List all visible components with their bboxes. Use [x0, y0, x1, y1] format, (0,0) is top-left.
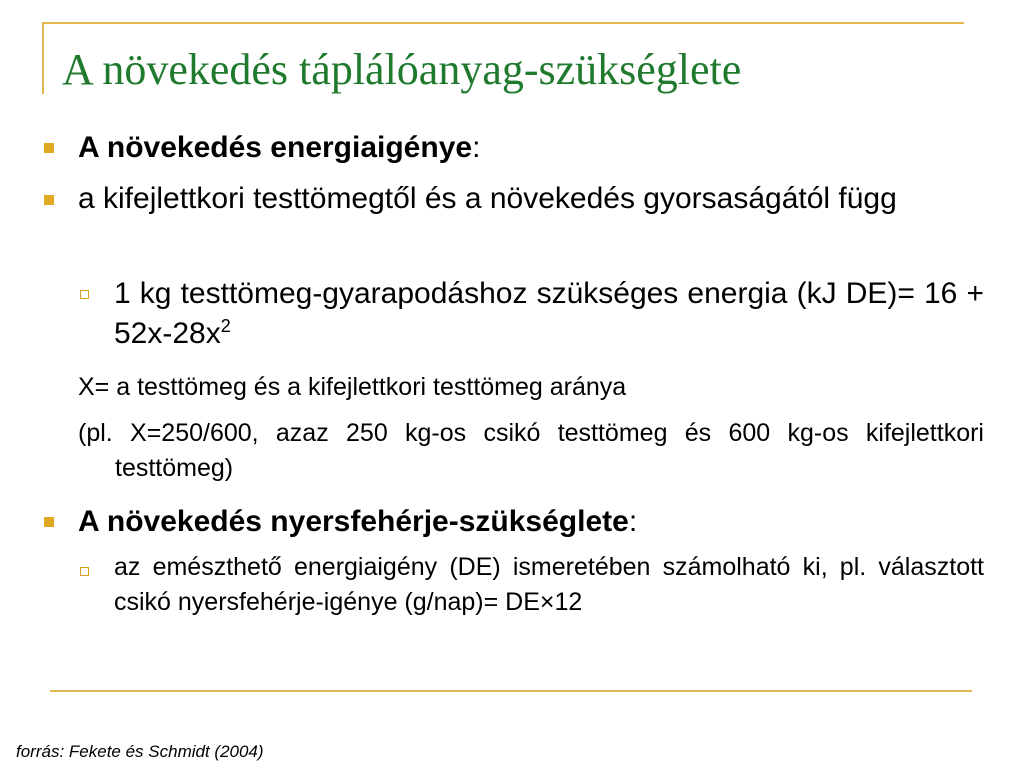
slide-title: A növekedés táplálóanyag-szükséglete: [62, 45, 742, 94]
heading-protein-text: A növekedés nyersfehérje-szükséglete: [78, 505, 629, 538]
protein-calculation-text: az emészthető energiaigény (DE) ismeretében számolható ki, pl. választott csikó nyersfehérje-igénye (g/nap)= DE×12: [114, 553, 984, 616]
x-definition-text: X= a testtömeg és a kifejlettkori testtömeg aránya: [78, 373, 627, 401]
bullet-square-icon: [44, 195, 54, 205]
heading-energy-text: A növekedés energiaigénye: [78, 131, 473, 164]
heading-energy-colon: :: [472, 131, 481, 164]
energy-depends-text: a kifejlettkori testtömegtől és a növekedés gyorsaságától függ: [78, 182, 897, 215]
bullet-square-icon: [44, 143, 54, 153]
heading-protein-colon: :: [628, 505, 638, 538]
energy-formula-text: 1 kg testtömeg-gyarapodáshoz szükséges energia (kJ DE)= 16 + 52x-28x: [114, 277, 984, 350]
bullet-square-icon: [44, 517, 54, 527]
energy-formula-exponent: 2: [220, 316, 231, 336]
heading-energy-requirement: [78, 126, 978, 170]
sub-bullet-hollow-square-icon: [80, 567, 89, 576]
footer-rule: [50, 690, 972, 692]
heading-protein-requirement: [78, 500, 978, 544]
source-citation: forrás: Fekete és Schmidt (2004): [16, 742, 264, 761]
energy-formula: [114, 274, 984, 354]
example-text: (pl. X=250/600, azaz 250 kg-os csikó testtömeg és 600 kg-os kifejlettkori testtömeg): [78, 419, 984, 482]
sub-bullet-hollow-square-icon: [80, 290, 89, 299]
title-frame-top-line: [42, 22, 964, 24]
title-frame-left-line: [42, 22, 44, 94]
